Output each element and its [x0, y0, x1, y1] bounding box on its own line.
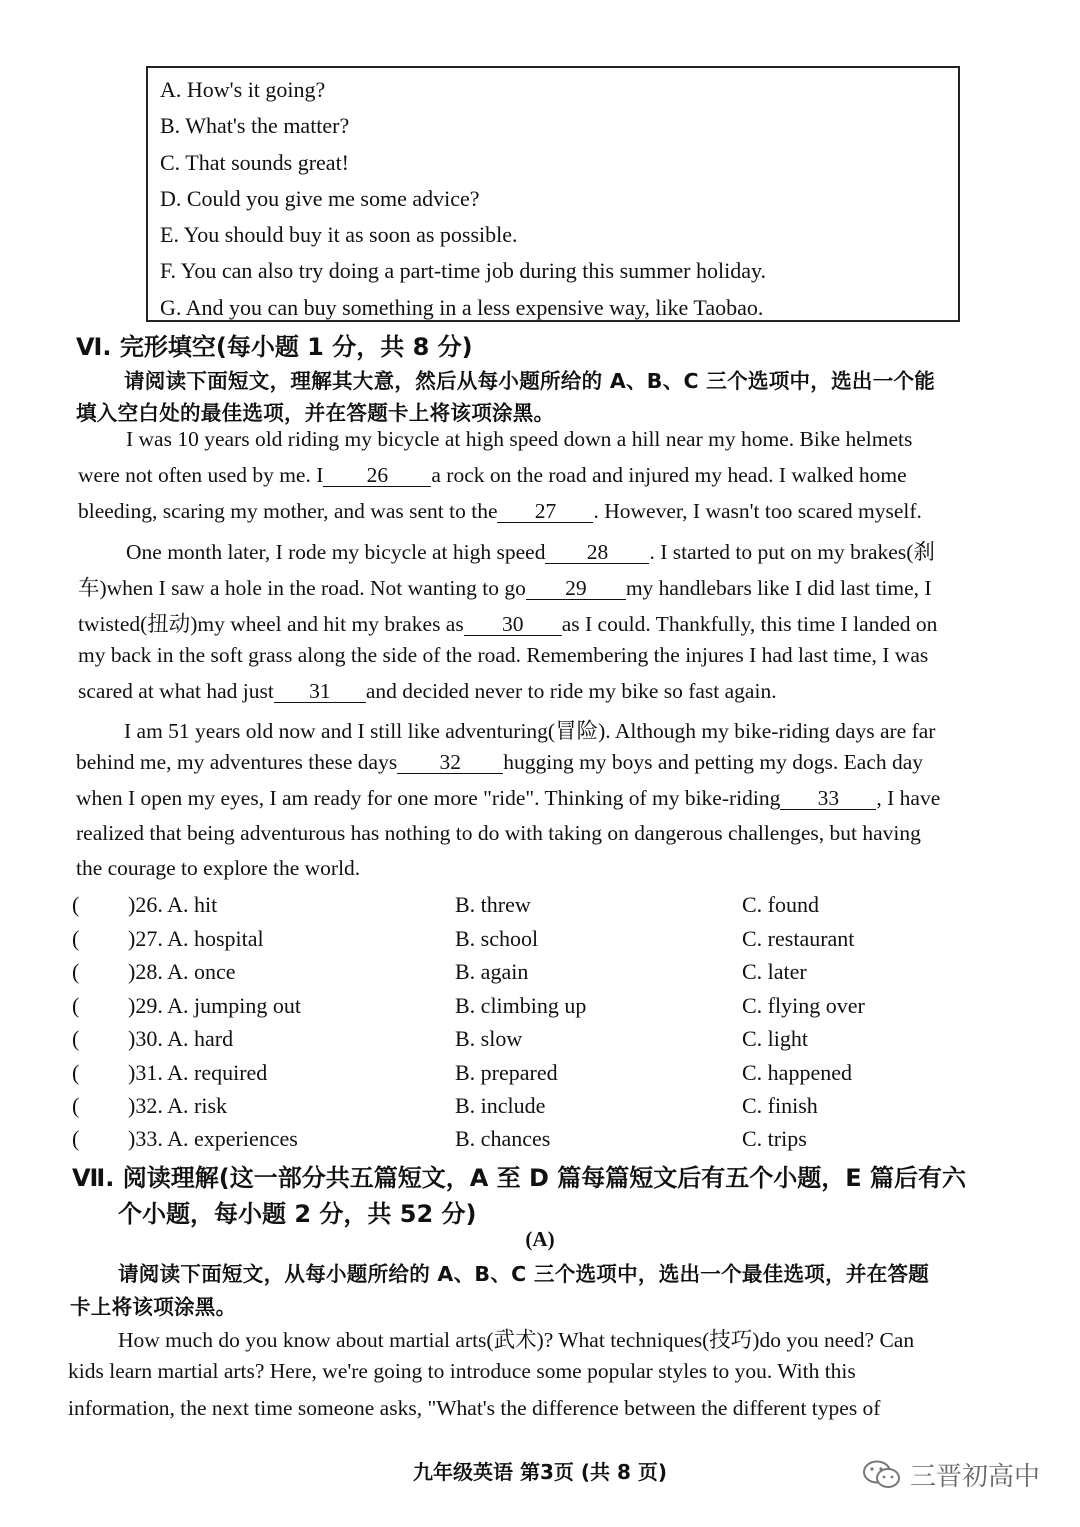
section7-instruction-2: 卡上将该项涂黑。 — [70, 1295, 237, 1319]
p1-line-1: I was 10 years old riding my bicycle at high speed down a hill near my home. Bike helmets — [126, 427, 913, 451]
wechat-icon — [862, 1459, 902, 1491]
options-box — [146, 66, 960, 322]
p2-line-4: my back in the soft grass along the side of the road. Remembering the injures I had last time, I was — [78, 643, 929, 667]
option-c: C. That sounds great! — [160, 149, 350, 175]
option-b: B. What's the matter? — [160, 113, 350, 139]
blank-33: 33 — [780, 787, 876, 810]
section6-instruction-2: 填入空白处的最佳选项，并在答题卡上将该项涂黑。 — [76, 401, 555, 425]
section6-instruction-1: 请阅读下面短文，理解其大意，然后从每小题所给的 A、B、C 三个选项中，选出一个能 — [124, 369, 936, 393]
blank-28: 28 — [545, 541, 649, 564]
passage-a-line-1: How much do you know about martial arts(武术)? What techniques(技巧)do you need? Can — [118, 1328, 915, 1352]
p3-line-2: behind me, my adventures these days 32 hugging my boys and petting my dogs. Each day — [76, 750, 924, 774]
blank-29: 29 — [526, 577, 626, 600]
blank-31: 31 — [274, 680, 366, 703]
blank-27: 27 — [497, 500, 593, 523]
blank-32: 32 — [397, 751, 503, 774]
passage-label: (A) — [525, 1227, 555, 1251]
watermark-text: 三晋初高中 — [910, 1462, 1041, 1492]
p3-line-4: realized that being adventurous has nothing to do with taking on dangerous challenges, but having — [76, 821, 921, 845]
page-footer: 九年级英语 第3页 (共 8 页) — [413, 1460, 667, 1484]
section7-heading-2: 个小题，每小题 2 分，共 52 分) — [118, 1200, 477, 1228]
option-g: G. And you can buy something in a less expensive way, like Taobao. — [160, 294, 764, 320]
blank-30: 30 — [464, 613, 562, 636]
p2-line-2: 车)when I saw a hole in the road. Not wanting to go 29 my handlebars like I did last time, I — [78, 576, 932, 600]
watermark — [862, 1456, 1040, 1493]
option-d: D. Could you give me some advice? — [160, 185, 480, 211]
p2-line-1: One month later, I rode my bicycle at high speed 28 . I started to put on my brakes(刹 — [126, 540, 935, 564]
passage-a-line-3: information, the next time someone asks, "What's the difference between the different types of — [68, 1396, 881, 1420]
p3-line-3: when I open my eyes, I am ready for one more "ride". Thinking of my bike-riding 33 , I have — [76, 786, 941, 810]
passage-a-line-2: kids learn martial arts? Here, we're going to introduce some popular styles to you. With this — [68, 1359, 856, 1383]
p1-line-3: bleeding, scaring my mother, and was sent to the 27 . However, I wasn't too scared myself. — [78, 499, 922, 523]
section6-heading: Ⅵ. 完形填空(每小题 1 分，共 8 分) — [76, 333, 473, 361]
section7-heading-1: Ⅶ. 阅读理解(这一部分共五篇短文，A 至 D 篇每篇短文后有五个小题，E 篇后有六 — [72, 1164, 967, 1192]
p3-line-5: the courage to explore the world. — [76, 856, 361, 880]
p3-line-1: I am 51 years old now and I still like adventuring(冒险). Although my bike-riding days are far — [124, 719, 936, 743]
blank-26: 26 — [323, 464, 431, 487]
p1-line-2: were not often used by me. I 26 a rock on the road and injured my head. I walked home — [78, 463, 907, 487]
exam-page: A. How's it going? B. What's the matter? C. That sounds great! D. Could you give me some advice? E. You should buy it as soon as possible. F. You can also try doing a part-time job during this summer holiday. G. And you can buy something in a less expensive way, like Taobao. Ⅵ. 完形填空(每小题 1 分，共 8 分) 请阅读下面短文，理解其大意，然后从每小题所给的 A、B、C 三个选项中，选出一个能 填入空白处的最佳选项，并在答题卡上将该项涂黑。 I was 10 years old riding my bicycle at high speed down a hill near my home. Bike helmets were not often used by me. I 26 a rock on the road and injured my head. I walked home bleeding, scaring my mother, and was sent to the 27 . However, I wasn't too scared myself. One month later, I rode my bicycle at high speed 28 . I started to put on my brakes(刹 车)when I saw a hole in the road. Not wanting to go 29 my handlebars like I did last time, I twisted(扭动)my wheel and hit my brakes as 30 as I could. Thankfully, this time I landed on my back in the soft grass along the side of the road. Remembering the injures I had last time, I was scared at what had just 31 and decided never to ride my bike so fast again. I am 51 years old now and I still like adventuring(冒险). Although my bike-riding days are far behind me, my adventures these days 32 hugging my boys and petting my dogs. Each day when I open my eyes, I am ready for one more "ride". Thinking of my bike-riding 33 , I have realized that being adventurous has nothing to do with taking on dangerous challenges, but having the courage to explore the world. ( )26. A. hit B. threw C. found ( )27. A. hospital B. school C. restaurant ( )28. A. once B. again C. later ( )29. A. jumping out B. climbing up C. flying over ( )30. A. hard B. slow C. light ( )31. A. required B. prepared C. happened ( )32. A. risk B. include C. finish ( )33. A. experiences B. chances C. trips Ⅶ. 阅读理解(这一部分共五篇短文，A 至 D 篇每篇短文后有五个小题，E 篇后有六 个小题，每小题 2 分，共 52 分) (A) 请阅读下面短文，从每小题所给的 A、B、C 三个选项中，选出一个最佳选项，并在答题 卡上将该项涂黑。 How much do you know about martial arts(武术)? What techniques(技巧)do you need? Can kids learn martial arts? Here, we're going to introduce some popular styles to you. With this information, the next time someone asks, "What's the difference between the different types of 九年级英语 第3页 (共 8 页) 三晋初高中 — [0, 0, 1080, 1527]
option-e: E. You should buy it as soon as possible. — [160, 222, 518, 248]
option-a: A. How's it going? — [160, 77, 326, 102]
p2-line-3: twisted(扭动)my wheel and hit my brakes as 30 as I could. Thankfully, this time I landed on — [78, 612, 938, 636]
option-f: F. You can also try doing a part-time job during this summer holiday. — [160, 258, 767, 284]
section7-instruction-1: 请阅读下面短文，从每小题所给的 A、B、C 三个选项中，选出一个最佳选项，并在答题 — [118, 1262, 930, 1286]
p2-line-5: scared at what had just 31 and decided never to ride my bike so fast again. — [78, 679, 777, 703]
